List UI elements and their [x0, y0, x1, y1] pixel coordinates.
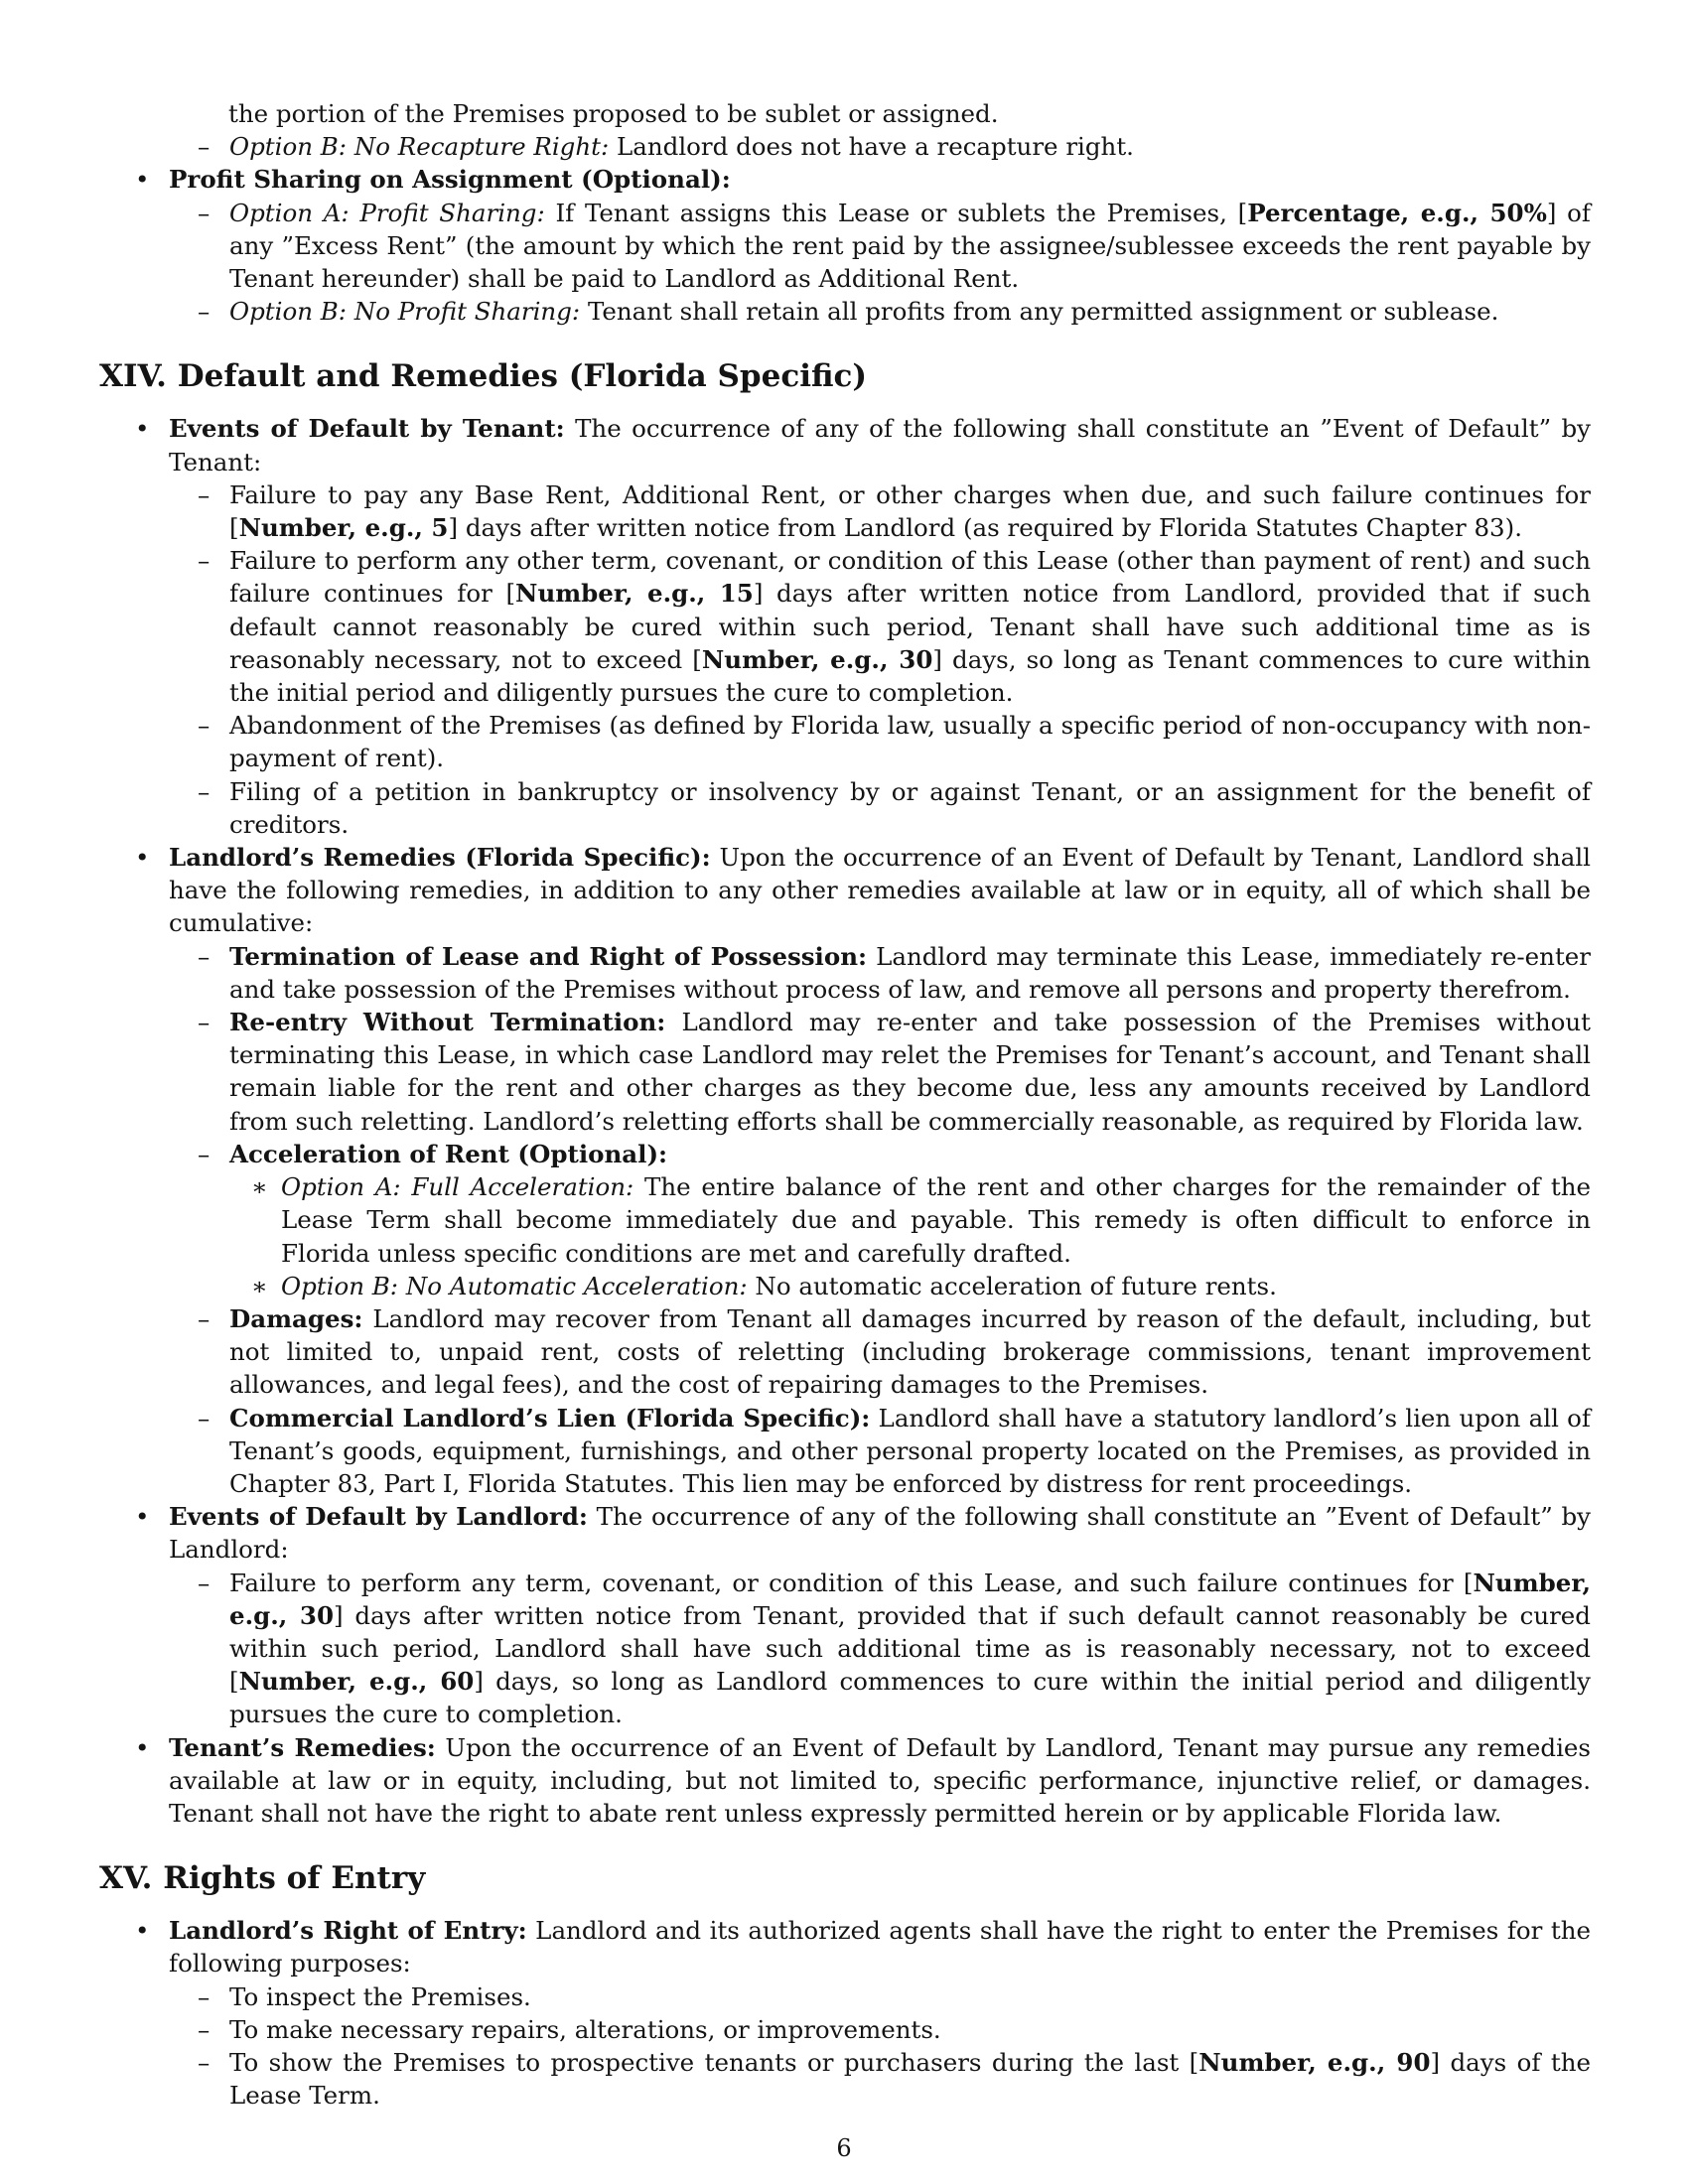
right-of-entry-heading: Landlord’s Right of Entry:: [169, 1916, 527, 1946]
remedy-termination: – Termination of Lease and Right of Possession: Landlord may terminate this Lease, immediately re-enter and take possession of the Premises without process of law, and remove all persons and property therefrom.: [229, 940, 1591, 1006]
landlord-default-event: – Failure to perform any term, covenant, or condition of this Lease, and such failure continues for [Number, e.g., 30] days after written notice from Tenant, provided that if such default cannot reasonably be cured within such period, Landlord shall have such additional time as is reasonably necessary, not to exceed [Number, e.g., 60] days, so long as Landlord commences to cure within the initial period and diligently pursues the cure to completion.: [229, 1567, 1591, 1731]
profit-sharing-option-a: – Option A: Profit Sharing: If Tenant assigns this Lease or sublets the Premises, [Percentage, e.g., 50%] of any ”Excess Rent” (the amount by which the rent paid by the assignee/sublessee exceeds the rent payable by Tenant hereunder) shall be paid to Landlord as Additional Rent.: [229, 197, 1591, 296]
profit-sharing-options: [169, 197, 1591, 329]
entry-purpose-repairs: – To make necessary repairs, alterations, or improvements.: [229, 2013, 1591, 2046]
tenant-remedies-item: • Tenant’s Remedies: Upon the occurrence of an Event of Default by Landlord, Tenant may pursue any remedies available at law or in equity, including, but not limited to, specific performance, injunctive relief, or damages. Tenant shall not have the right to abate rent unless expressly permitted herein or by applicable Florida law.: [169, 1731, 1591, 1831]
recapture-option-b-wrapper: [169, 130, 1591, 163]
entry-purposes: [169, 1980, 1591, 2113]
landlord-remedies-item: • Landlord’s Remedies (Florida Specific): Upon the occurrence of an Event of Default by Tenant, Landlord shall have the following remedies, in addition to any other remedies available at law or in equity, all of which shall be cumulative: – Termination of Lease and Right of Possession: Landlord may terminate this Lease, immediately re-enter and take possession of the Premises without process of law, and remove all persons and property therefrom. – Re-entry Without Termination: Landlord may re-enter and take possession of the Premises without terminating this Lease, in which case Landlord may relet the Premises for Tenant’s account, and Tenant shall remain liable for the rent and other charges as they become due, less any amounts received by Landlord from such reletting. Landlord’s reletting efforts shall be commercially reasonable, as required by Florida law. – Acceleration of Rent (Optional): ∗ Option A: Full Acceleration: The entire balance of the rent and other charges for the remainder of the Lease Term shall become immediately due and payable. This remedy is often difficult to enforce in Florida unless specific conditions are met and carefully drafted. ∗ Option B: No Automatic Acceleration: No automatic acceleration of future rents. – Damages: Landlord may recover from Tenant all damages incurred by reason of the default, including, but not limited to, unpaid rent, costs of reletting (including brokerage commissions, tenant improvement allowances, and legal fees), and the cost of repairing damages to the Premises. – Commercial Landlord’s Lien (Florida Specific): Landlord shall have a statutory landlord’s lien upon all of Tenant’s goods, equipment, furnishings, and other personal property located on the Premises, as provided in Chapter 83, Part I, Florida Statutes. This lien may be enforced by distress for rent proceedings.: [169, 841, 1591, 1500]
tenant-default-event-rent: – Failure to pay any Base Rent, Additional Rent, or other charges when due, and such failure continues for [Number, e.g., 5] days after written notice from Landlord (as required by Florida Statutes Chapter 83).: [229, 478, 1591, 544]
page-content: [99, 97, 1591, 2112]
profit-sharing-item: [169, 163, 1591, 328]
remedy-lien: – Commercial Landlord’s Lien (Florida Specific): Landlord shall have a statutory landlord’s lien upon all of Tenant’s goods, equipment, furnishings, and other personal property located on the Premises, as provided in Chapter 83, Part I, Florida Statutes. This lien may be enforced by distress for rent proceedings.: [229, 1402, 1591, 1501]
section-xiv-list: [99, 412, 1591, 1830]
tenant-default-event-bankruptcy: – Filing of a petition in bankruptcy or insolvency by or against Tenant, or an assignment for the benefit of creditors.: [229, 775, 1591, 841]
landlord-default-events: [169, 1567, 1591, 1731]
landlord-remedies-heading: Landlord’s Remedies (Florida Specific):: [169, 843, 711, 873]
profit-sharing-option-b: – Option B: No Profit Sharing: Tenant shall retain all profits from any permitted assignment or sublease.: [229, 295, 1591, 328]
landlord-remedies-list: [169, 940, 1591, 1500]
tenant-default-event-abandonment: – Abandonment of the Premises (as defined by Florida law, usually a specific period of non-occupancy with non-payment of rent).: [229, 709, 1591, 774]
section-xv-title: XV. Rights of Entry: [99, 1860, 426, 1897]
assignment-list: [99, 130, 1591, 328]
tenant-default-heading: Events of Default by Tenant:: [169, 414, 565, 444]
section-xv-list: [99, 1914, 1591, 2112]
page-number: 6: [836, 2134, 852, 2162]
remedy-damages: – Damages: Landlord may recover from Tenant all damages incurred by reason of the default, including, but not limited to, unpaid rent, costs of reletting (including brokerage commissions, tenant improvement allowances, and legal fees), and the cost of repairing damages to the Premises.: [229, 1302, 1591, 1402]
remedy-reentry: – Re-entry Without Termination: Landlord may re-enter and take possession of the Premises without terminating this Lease, in which case Landlord may relet the Premises for Tenant’s account, and Tenant shall remain liable for the rent and other charges as they become due, less any amounts received by Landlord from such reletting. Landlord’s reletting efforts shall be commercially reasonable, as required by Florida law.: [229, 1006, 1591, 1138]
tenant-default-item: • Events of Default by Tenant: The occurrence of any of the following shall constitute an ”Event of Default” by Tenant: – Failure to pay any Base Rent, Additional Rent, or other charges when due, and such failure continues for [Number, e.g., 5] days after written notice from Landlord (as required by Florida Statutes Chapter 83). – Failure to perform any other term, covenant, or condition of this Lease (other than payment of rent) and such failure continues for [Number, e.g., 15] days after written notice from Landlord, provided that if such default cannot reasonably be cured within such period, Tenant shall have such additional time as is reasonably necessary, not to exceed [Number, e.g., 30] days, so long as Tenant commences to cure within the initial period and diligently pursues the cure to completion. – Abandonment of the Premises (as defined by Florida law, usually a specific period of non-occupancy with non-payment of rent). – Filing of a petition in bankruptcy or insolvency by or against Tenant, or an assignment for the benefit of creditors.: [169, 412, 1591, 841]
acceleration-option-a: ∗ Option A: Full Acceleration: The entire balance of the rent and other charges for the remainder of the Lease Term shall become immediately due and payable. This remedy is often difficult to enforce in Florida unless specific conditions are met and carefully drafted.: [281, 1170, 1591, 1270]
tenant-default-event-covenant: – Failure to perform any other term, covenant, or condition of this Lease (other than payment of rent) and such failure continues for [Number, e.g., 15] days after written notice from Landlord, provided that if such default cannot reasonably be cured within such period, Tenant shall have such additional time as is reasonably necessary, not to exceed [Number, e.g., 30] days, so long as Tenant commences to cure within the initial period and diligently pursues the cure to completion.: [229, 544, 1591, 709]
tenant-default-events: [169, 478, 1591, 841]
right-of-entry-item: • Landlord’s Right of Entry: Landlord and its authorized agents shall have the right to enter the Premises for the following purposes: – To inspect the Premises. – To make necessary repairs, alterations, or improvements. – To show the Premises to prospective tenants or purchasers during the last [Number, e.g., 90] days of the Lease Term.: [169, 1914, 1591, 2112]
recapture-continuation: the portion of the Premises proposed to be sublet or assigned.: [228, 99, 999, 128]
landlord-default-heading: Events of Default by Landlord:: [169, 1502, 588, 1532]
entry-purpose-inspect: – To inspect the Premises.: [229, 1980, 1591, 2013]
remedy-acceleration: – Acceleration of Rent (Optional): ∗ Option A: Full Acceleration: The entire balance of the rent and other charges for the remainder of the Lease Term shall become immediately due and payable. This remedy is often difficult to enforce in Florida unless specific conditions are met and carefully drafted. ∗ Option B: No Automatic Acceleration: No automatic acceleration of future rents.: [229, 1138, 1591, 1302]
section-xiv-title: XIV. Default and Remedies (Florida Specific): [99, 358, 868, 395]
profit-sharing-heading: Profit Sharing on Assignment (Optional):: [169, 165, 731, 195]
recapture-options: [169, 130, 1591, 163]
entry-purpose-show: – To show the Premises to prospective tenants or purchasers during the last [Number, e.g., 90] days of the Lease Term.: [229, 2046, 1591, 2112]
tenant-remedies-heading: Tenant’s Remedies:: [169, 1732, 436, 1762]
acceleration-option-b: ∗ Option B: No Automatic Acceleration: No automatic acceleration of future rents.: [281, 1270, 1591, 1302]
landlord-default-item: • Events of Default by Landlord: The occurrence of any of the following shall constitute an ”Event of Default” by Landlord: – Failure to perform any term, covenant, or condition of this Lease, and such failure continues for [Number, e.g., 30] days after written notice from Tenant, provided that if such default cannot reasonably be cured within such period, Landlord shall have such additional time as is reasonably necessary, not to exceed [Number, e.g., 60] days, so long as Landlord commences to cure within the initial period and diligently pursues the cure to completion.: [169, 1500, 1591, 1730]
acceleration-options: [229, 1170, 1591, 1302]
recapture-option-b: – Option B: No Recapture Right: Landlord does not have a recapture right.: [229, 130, 1591, 163]
